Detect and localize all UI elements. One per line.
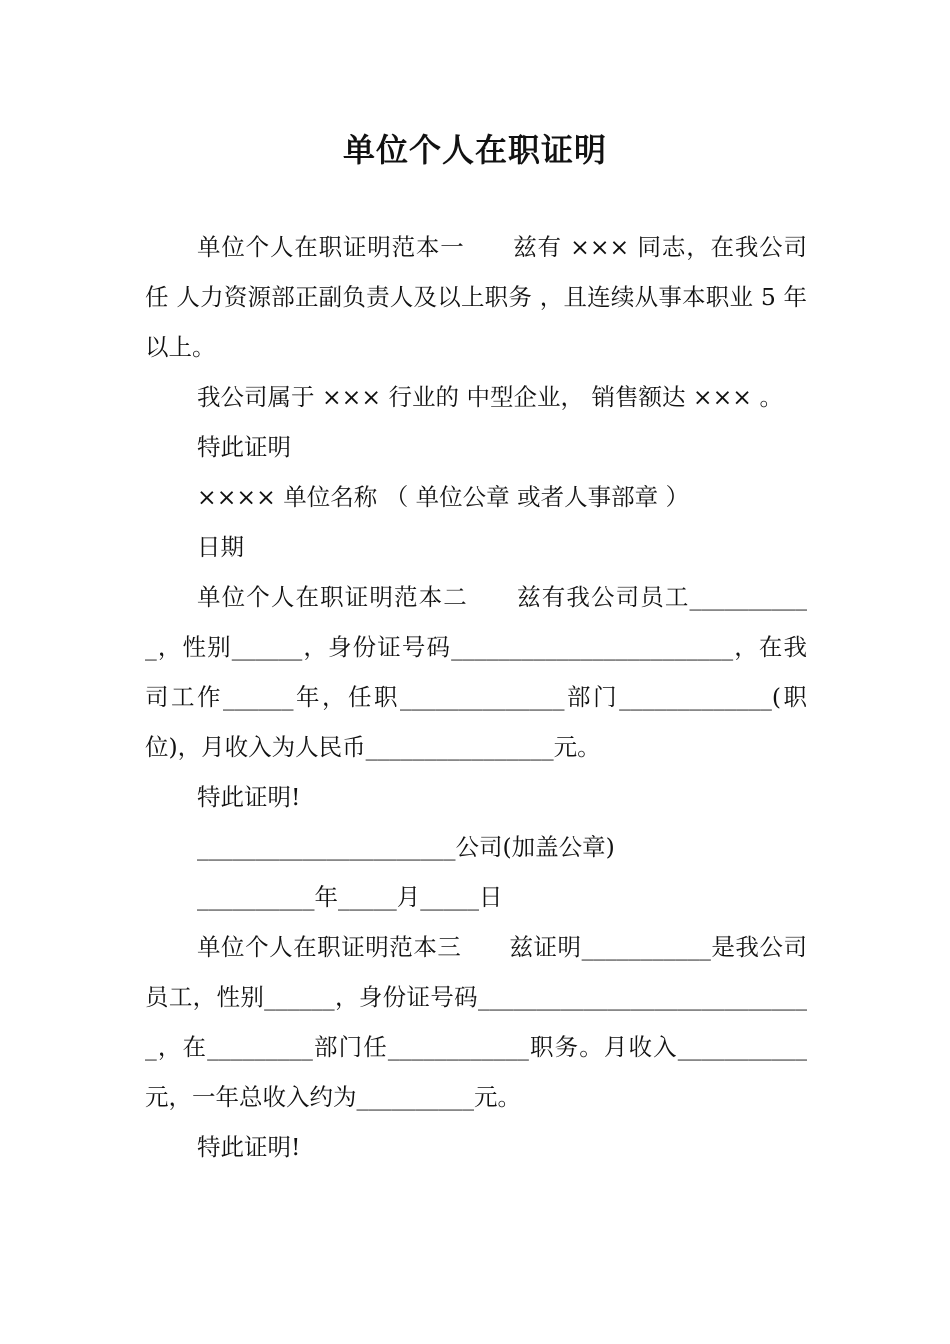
document-title: 单位个人在职证明 bbox=[342, 131, 607, 169]
paragraph-sample-one-intro: 单位个人在职证明范本一 兹有 ××× 同志，在我公司任 人力资源部正副负责人及以上职务 ，且连续从事本职业 5 年以上。 bbox=[145, 233, 807, 361]
paragraph-sample-two: 单位个人在职证明范本二 兹有我公司员工___________，性别______，身份证号码________________________，在我司工作______年，任职______________部门_____________(职位)，月收入为人民币________________元。 bbox=[145, 583, 807, 761]
paragraph-certify-three: 特此证明! bbox=[197, 1133, 301, 1161]
paragraph-date-blanks: __________年_____月_____日 bbox=[197, 883, 503, 911]
paragraph-date: 日期 bbox=[197, 533, 244, 561]
paragraph-industry: 我公司属于 ××× 行业的 中型企业， 销售额达 ××× 。 bbox=[197, 383, 783, 411]
paragraph-certify: 特此证明 bbox=[197, 433, 291, 461]
paragraph-certify-two: 特此证明! bbox=[197, 783, 301, 811]
paragraph-unit-name: ×××× 单位名称 （ 单位公章 或者人事部章 ） bbox=[197, 483, 690, 511]
paragraph-company-seal: ______________________公司(加盖公章) bbox=[197, 833, 615, 861]
paragraph-sample-three: 单位个人在职证明范本三 兹证明___________是我公司员工，性别______，身份证号码_____________________________，在_________部门任____________职务。月收入___________元，一年总收入约为__________元。 bbox=[145, 933, 807, 1111]
document-body bbox=[145, 222, 807, 1172]
